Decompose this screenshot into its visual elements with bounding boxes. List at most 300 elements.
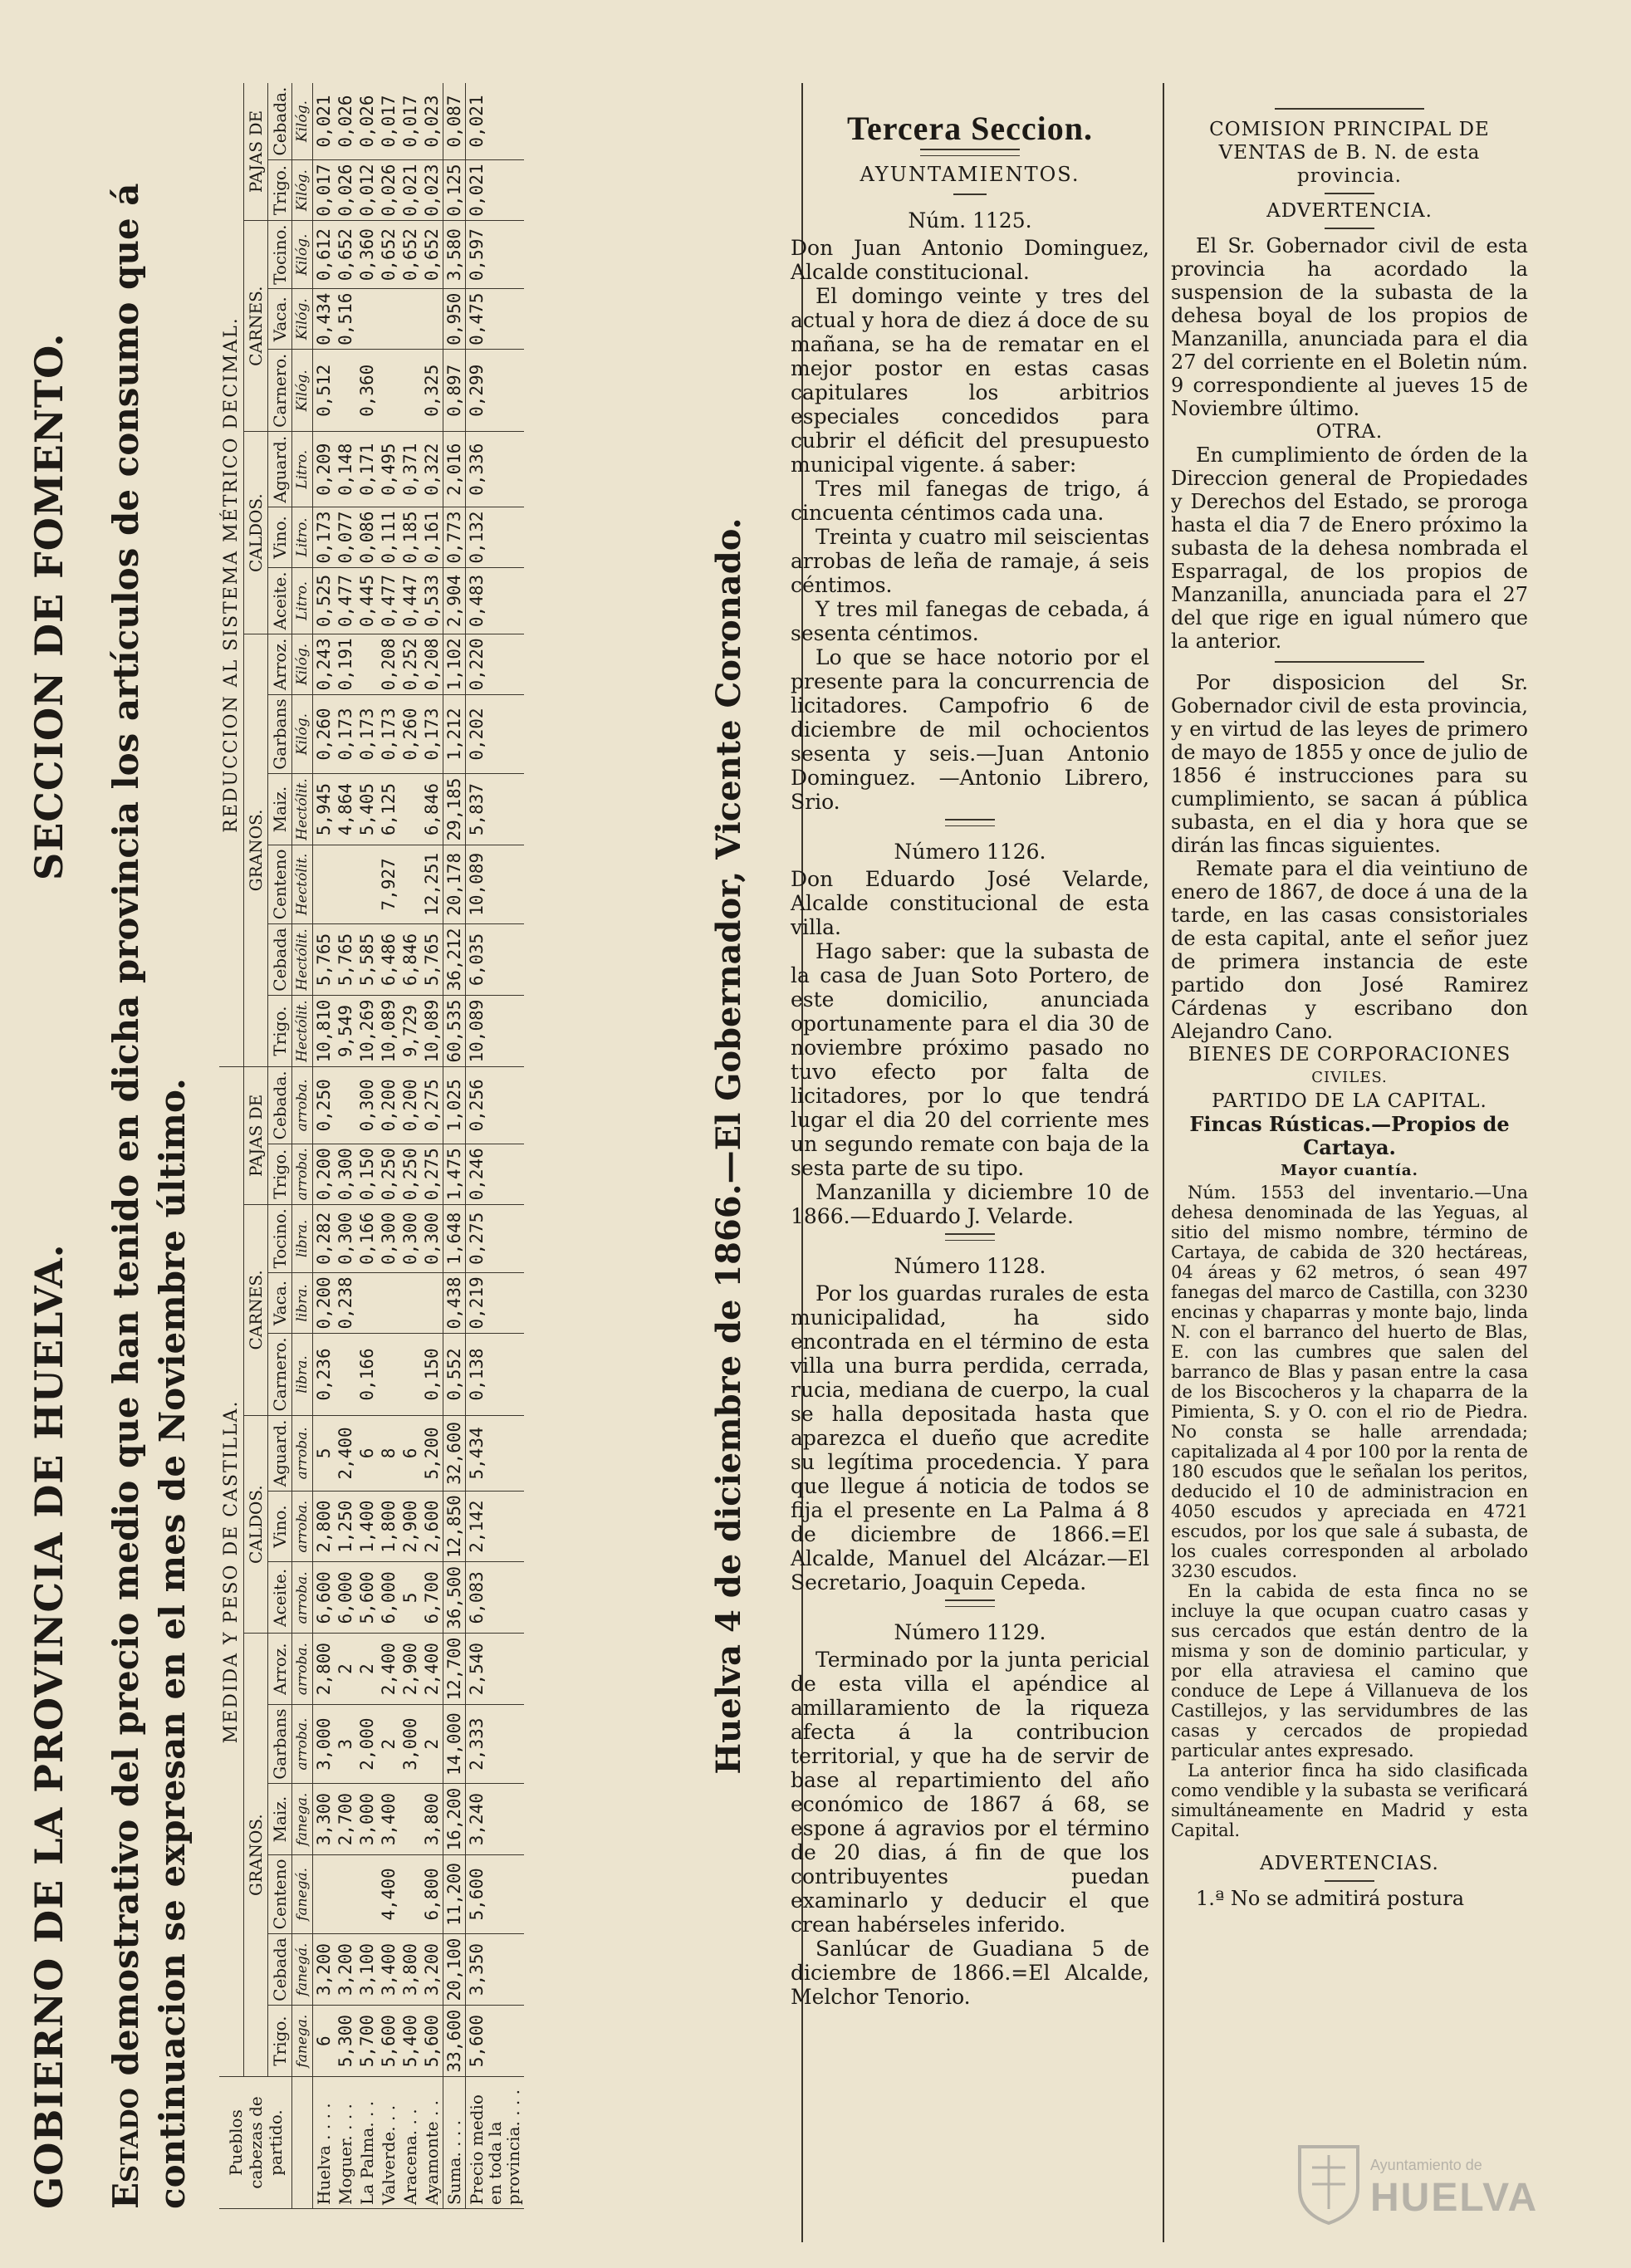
reduccion-group-header: REDUCCION AL SISTEMA MÉTRICO DECIMAL. [219,83,244,1066]
suma-castilla-value: 36,500 [443,1562,466,1634]
divider [945,1233,995,1241]
estado-rest: demostrativo del precio medio que han tenido en dicha provincia los artículos de consumo que á continuacion se expresan en el mes de Noviembre último. [105,183,193,2209]
metric-value [335,350,356,432]
castilla-value: 5,600 [421,2006,443,2077]
pueblo-cell: Moguer. . . . [335,2077,356,2209]
anterior-paragraph: La anterior finca ha sido clasificada como vendible y la subasta se verificará simultáneamente en Madrid y esta Capital. [1171,1761,1528,1840]
metric-value: 0,173 [313,507,336,568]
castilla-value: 2,800 [313,1491,336,1562]
castilla-value [335,1066,356,1144]
castilla-value: 6,000 [335,1562,356,1634]
suma-castilla-value: 1,475 [443,1144,466,1204]
pajas-header-castilla: PAJAS DE [244,1066,268,1204]
suma-castilla-value: 20,100 [443,1933,466,2005]
castilla-value: 0,200 [313,1144,336,1204]
metric-value: 0,260 [399,694,421,773]
castilla-value [399,1784,421,1855]
suma-castilla-value: 0,438 [443,1272,466,1333]
metric-value: 0,171 [356,432,378,507]
metric-value: 0,495 [378,432,399,507]
metric-value: 0,111 [378,507,399,568]
suma-metric-value: 2,904 [443,568,466,634]
seccion-heading: SECCION DE FOMENTO. [27,332,71,880]
pajas-header-metric: PAJAS DE [244,83,268,221]
castilla-value: 1,800 [378,1491,399,1562]
metric-value: 6,125 [378,774,399,845]
unit-header-metric: Kilóg. [292,289,313,350]
unit-header-metric: Hectólit. [292,996,313,1067]
castilla-value: 3,200 [421,1933,443,2005]
metric-value: 0,148 [335,432,356,507]
caldos-header-castilla: CALDOS. [244,1416,268,1634]
castilla-value: 2,900 [399,1491,421,1562]
castilla-value: 3,300 [313,1784,336,1855]
castilla-value: 2,000 [356,1704,378,1783]
metric-value: 0,360 [356,350,378,432]
notice-paragraph: Por los guardas rurales de esta municipalidad, ha sido encontrada en el término de esta villa una burra perdida, cerrada, rucia, mediana de cuerpo, la cual se halla depositada hasta que aparezca el dueño que acredite su legítima procedencia. Y para que llegue á noticia de todos se fija el presente en La Palma á 8 de diciembre de 1866.=El Alcalde, Manuel del Alcázar.—El Secretario, Joaquin Cepeda. [791,1281,1149,1594]
average-castilla-value: 5,600 [466,1855,525,1934]
item-header-metric: Vino. [268,507,292,568]
item-header-castilla: Vino. [268,1491,292,1562]
castilla-value: 5,400 [399,2006,421,2077]
metric-value [356,289,378,350]
castilla-value: 3,400 [378,1784,399,1855]
metric-value [313,845,336,923]
civiles-heading: CIVILES. [1311,1069,1388,1086]
item-header-castilla: Trigo. [268,2006,292,2077]
item-header-metric: Maiz. [268,774,292,845]
castilla-value: 2,400 [378,1634,399,1705]
divider [1275,661,1424,663]
castilla-value: 5 [313,1416,336,1492]
metric-value: 0,260 [313,694,336,773]
castilla-value: 0,300 [335,1144,356,1204]
divider [920,149,1020,156]
suma-metric-value: 0,773 [443,507,466,568]
unit-header-castilla: arroba. [292,1491,313,1562]
notice-number: Número 1128. [894,1254,1046,1278]
notice-paragraph: Lo que se hace notorio por el presente para la concurrencia de licitadores. Campofrio 6 de diciembre de mil ochocientos sesenta y seis.—Juan Antonio Dominguez. —Antonio Librero, Srio. [791,645,1149,814]
metric-value: 0,021 [313,83,336,160]
average-castilla-value: 0,138 [466,1333,525,1415]
unit-header-metric: Kilóg. [292,694,313,773]
divider [953,193,987,195]
item-header-castilla: Arroz. [268,1634,292,1705]
suma-metric-value: 2,016 [443,432,466,507]
castilla-value [378,1272,399,1333]
castilla-value: 0,250 [313,1066,336,1144]
metric-value: 0,325 [421,350,443,432]
cabida-paragraph: En la cabida de esta finca no se incluye la que ocupan cuatro casas y sus cercados que están dentro de la misma y son de dominio particular, y por ella atraviesa el camino que conduce de Lepe á Villanueva de los Castillejos, y las servidumbres de las casas y cercados de propiedad particular antes expresado. [1171,1581,1528,1761]
castilla-value: 0,166 [356,1333,378,1415]
castilla-value: 6 [399,1416,421,1492]
item-header-metric: Aceite. [268,568,292,634]
metric-value [378,289,399,350]
metric-value: 0,612 [313,221,336,289]
suma-metric-value: 20,178 [443,845,466,923]
metric-value: 0,173 [335,694,356,773]
divider [945,819,995,826]
metric-value: 5,405 [356,774,378,845]
notice-paragraph: Don Eduardo José Velarde, Alcalde constitucional de esta villa. [791,867,1149,939]
unit-header-metric: Kilóg. [292,221,313,289]
castilla-value: 6,700 [421,1562,443,1634]
item-header-metric: Cebada. [268,83,292,160]
metric-value: 6,846 [421,774,443,845]
notice-number: Número 1126. [894,840,1046,864]
item-header-castilla: Carnero. [268,1333,292,1415]
pueblo-cell: Huelva . . . . [313,2077,336,2209]
average-metric-value: 0,220 [466,634,525,694]
average-castilla-value: 6,083 [466,1562,525,1634]
metric-value: 0,023 [421,160,443,221]
castilla-value: 0,150 [421,1333,443,1415]
advertencia-heading: ADVERTENCIA. [1266,200,1433,222]
average-metric-value: 10,089 [466,845,525,923]
table-row [421,83,443,2209]
item-header-castilla: Cebada [268,1933,292,2005]
castilla-value: 3 [335,1704,356,1783]
metric-value: 5,765 [421,923,443,995]
metric-value: 0,017 [378,83,399,160]
suma-metric-value: 0,897 [443,350,466,432]
average-castilla-value: 0,256 [466,1066,525,1144]
notice-paragraph: Hago saber: que la subasta de la casa de Juan Soto Portero, de este domicilio, anunciada oportunamente para el dia 30 de noviembre próximo pasado no tuvo efecto por falta de licitadores, por lo que tendrá lugar el dia 20 del corriente mes un segundo remate con baja de la sesta parte de su tipo. [791,939,1149,1180]
metric-value: 0,077 [335,507,356,568]
notice-number: Núm. 1125. [908,208,1032,233]
metric-value: 5,765 [313,923,336,995]
metric-value: 10,089 [378,996,399,1067]
metric-value: 0,026 [356,83,378,160]
tercera-seccion-column [791,108,1149,2009]
suma-castilla-value: 0,552 [443,1333,466,1415]
unit-header-metric: Litro. [292,432,313,507]
castilla-value: 6,600 [313,1562,336,1634]
ventas-column [1171,108,1528,1910]
castilla-value [421,1272,443,1333]
unit-header-castilla: arroba. [292,1634,313,1705]
metric-value: 0,191 [335,634,356,694]
divider [1325,1880,1374,1882]
metric-value: 0,173 [378,694,399,773]
castilla-value: 0,236 [313,1333,336,1415]
average-metric-value: 6,035 [466,923,525,995]
castilla-value: 0,166 [356,1204,378,1272]
castilla-value: 0,300 [356,1066,378,1144]
unit-header-castilla: libra. [292,1333,313,1415]
table-row [378,83,399,2209]
castilla-value: 3,000 [313,1704,336,1783]
medida-group-header: MEDIDA Y PESO DE CASTILLA. [219,1066,244,2076]
castilla-value: 0,250 [378,1144,399,1204]
average-castilla-value: 5,434 [466,1416,525,1492]
ayuntamientos-heading: AYUNTAMIENTOS. [860,163,1080,186]
divider [1275,108,1424,110]
table-row [335,83,356,2209]
pueblo-cell: Valverde. . . [378,2077,399,2209]
metric-value: 0,533 [421,568,443,634]
castilla-value: 2 [335,1634,356,1705]
metric-value [399,289,421,350]
logo-line2: HUELVA [1370,2176,1539,2220]
item-header-castilla: Maiz. [268,1784,292,1855]
item-header-castilla: Vaca. [268,1272,292,1333]
castilla-value [335,1855,356,1934]
castilla-value: 5 [399,1562,421,1634]
castilla-value: 2,900 [399,1634,421,1705]
average-metric-value: 0,483 [466,568,525,634]
otra-heading: OTRA. [1315,421,1384,443]
metric-value: 0,017 [399,83,421,160]
castilla-value: 0,250 [399,1144,421,1204]
item-header-metric: Centeno [268,845,292,923]
estado-first-word: Estado [105,2088,146,2209]
metric-value: 0,525 [313,568,336,634]
castilla-value [378,1333,399,1415]
suma-metric-value: 1,102 [443,634,466,694]
average-metric-value: 5,837 [466,774,525,845]
divider [945,1599,995,1607]
pueblo-cell: Ayamonte . . [421,2077,443,2209]
castilla-value [313,1855,336,1934]
castilla-value: 6,000 [378,1562,399,1634]
castilla-value: 0,150 [356,1144,378,1204]
metric-value: 0,445 [356,568,378,634]
unit-header-castilla: fanega. [292,1784,313,1855]
item-header-castilla: Aceite. [268,1562,292,1634]
castilla-value: 3,200 [313,1933,336,2005]
castilla-value: 2 [378,1704,399,1783]
average-castilla-value: 2,540 [466,1634,525,1705]
average-castilla-value: 0,275 [466,1204,525,1272]
item-header-castilla: Trigo. [268,1144,292,1204]
unit-header-metric: Hectólit. [292,774,313,845]
gobierno-heading: GOBIERNO DE LA PROVINCIA DE HUELVA. [27,1243,71,2209]
unit-header-castilla: arroba. [292,1562,313,1634]
castilla-value: 5,300 [335,2006,356,2077]
suma-castilla-value: 1,648 [443,1204,466,1272]
castilla-value: 0,300 [399,1204,421,1272]
notice-paragraph: Manzanilla y diciembre 10 de 1866.—Eduardo J. Velarde. [791,1180,1149,1228]
metric-value: 0,161 [421,507,443,568]
metric-value [399,845,421,923]
average-castilla-value: 0,219 [466,1272,525,1333]
castilla-value: 5,200 [421,1416,443,1492]
notice-number: Número 1129. [894,1620,1046,1644]
suma-castilla-value: 12,850 [443,1491,466,1562]
average-castilla-value: 3,240 [466,1784,525,1855]
unit-header-castilla: fanegá. [292,1933,313,2005]
finca-paragraph: Núm. 1553 del inventario.—Una dehesa denominada de las Yeguas, al sitio del mismo nombre, término de Cartaya, de cabida de 320 hectáreas, 04 áreas y 62 metros, ó sean 497 fanegas del marco de Castilla, con 3230 encinas y chaparras y monte bajo, linda N. con el barranco del huerto de Blas, E. con las cumbres que salen del barranco de Blas y pasan entre la casa de los Biscocheros y la chaparra de la Pimienta, S. y O. con el rio de Piedra. No consta se halle arrendada; capitalizada al 4 por 100 por la renta de 180 escudos que le señalan los peritos, deducido el 10 de administracion en 4050 escudos y apreciada en 4721 escudos, por los que sale á subasta, de los cuales corresponden al arbolado 3230 escudos. [1171,1183,1528,1581]
castilla-value: 3,800 [421,1784,443,1855]
castilla-value: 0,200 [313,1272,336,1333]
metric-value: 4,864 [335,774,356,845]
divider [1325,228,1374,229]
average-metric-value: 0,336 [466,432,525,507]
metric-value: 0,516 [335,289,356,350]
castilla-value: 1,250 [335,1491,356,1562]
castilla-value: 0,300 [378,1204,399,1272]
average-metric-value: 0,021 [466,160,525,221]
item-header-metric: Aguard. [268,432,292,507]
castilla-value: 2,400 [421,1634,443,1705]
unit-header-metric: Kilóg. [292,634,313,694]
average-metric-value: 0,021 [466,83,525,160]
metric-value: 10,269 [356,996,378,1067]
castilla-value: 0,275 [421,1066,443,1144]
item-header-castilla: Cebada. [268,1066,292,1144]
price-table-body [313,83,525,2209]
gobernador-signature: Huelva 4 de diciembre de 1866.—El Gobernador, Vicente Coronado. [709,517,748,1775]
item-header-metric: Trigo. [268,160,292,221]
castilla-value: 5,600 [378,2006,399,2077]
caldos-header-metric: CALDOS. [244,432,268,634]
average-label: Precio medio en toda la provincia. . . . [466,2077,525,2209]
unit-header-castilla: arroba. [292,1416,313,1492]
metric-value: 0,023 [421,83,443,160]
metric-value: 12,251 [421,845,443,923]
castilla-value: 3,200 [335,1933,356,2005]
carnes-header-castilla: CARNES. [244,1204,268,1415]
estado-title [103,83,196,2209]
unit-header-castilla: libra. [292,1204,313,1272]
metric-value: 10,089 [421,996,443,1067]
average-row [466,83,525,2209]
tercera-seccion-title: Tercera Seccion. [847,110,1093,147]
metric-value: 0,512 [313,350,336,432]
item-header-row [268,83,292,2209]
suma-metric-value: 1,212 [443,694,466,773]
metric-value [399,350,421,432]
metric-value [356,634,378,694]
suma-metric-value: 3,580 [443,221,466,289]
comision-heading: COMISION PRINCIPAL DE VENTAS de B. N. de esta provincia. [1209,119,1490,187]
unit-header-castilla: fanega. [292,2006,313,2077]
suma-metric-value: 29,185 [443,774,466,845]
otra-paragraph: En cumplimiento de órden de la Direccion general de Propiedades y Derechos del Estado, se proroga hasta el dia 7 de Enero próximo la subasta de la dehesa nombrada el Esparragal, de los propios de Manzanilla, anunciada para el 27 del que rige en igual número que la anterior. [1171,443,1528,653]
notice-paragraph: Sanlúcar de Guadiana 5 de diciembre de 1866.=El Alcalde, Melchor Tenorio. [791,1937,1149,2009]
fincas-heading: Fincas Rústicas.—Propios de Cartaya. [1189,1112,1510,1159]
item-header-castilla: Tocino. [268,1204,292,1272]
metric-value: 0,360 [356,221,378,289]
ayuntamiento-logo [1295,2138,1611,2238]
notice-paragraph: El domingo veinte y tres del actual y hora de diez á doce de su mañana, se ha de rematar en el mejor postor en estas casas capitulares los arbitrios especiales concedidos para cubrir el déficit del presupuesto municipal vigente. á saber: [791,284,1149,477]
mayor-cuantia-heading: Mayor cuantía. [1281,1162,1418,1179]
metric-value: 0,652 [335,221,356,289]
castilla-value: 3,800 [399,1933,421,2005]
metric-value: 7,927 [378,845,399,923]
metric-value [399,774,421,845]
metric-value: 0,017 [313,160,336,221]
castilla-value: 0,238 [335,1272,356,1333]
partido-heading: PARTIDO DE LA CAPITAL. [1212,1090,1487,1112]
notice-paragraph: Treinta y cuatro mil seiscientas arrobas de leña de ramaje, á seis céntimos. [791,525,1149,597]
notice-paragraph: Tres mil fanegas de trigo, á cincuenta céntimos cada una. [791,477,1149,525]
metric-value: 5,945 [313,774,336,845]
fomento-section [20,83,751,2209]
notice-paragraph: Y tres mil fanegas de cebada, á sesenta céntimos. [791,597,1149,645]
unit-header-metric: Litro. [292,568,313,634]
suma-castilla-value: 16,200 [443,1784,466,1855]
castilla-value: 2,400 [335,1416,356,1492]
castilla-value [399,1272,421,1333]
remate-paragraph: Remate para el dia veintiuno de enero de 1867, de doce á una de la tarde, en las casas consistoriales de esta capital, ante el señor juez de primera instancia de este partido don José Ramirez Cárdenas y escribano don Alejandro Cano. [1171,857,1528,1043]
metric-value: 0,026 [335,160,356,221]
item-header-castilla: Garbans [268,1704,292,1783]
suma-metric-value: 60,535 [443,996,466,1067]
metric-value [356,845,378,923]
metric-value [378,350,399,432]
blank-header [292,2077,313,2209]
metric-value: 0,026 [335,83,356,160]
metric-value: 0,252 [399,634,421,694]
pueblo-cell: Aracena. . . [399,2077,421,2209]
castilla-value: 3,000 [356,1784,378,1855]
table-row [313,83,336,2209]
metric-value: 0,209 [313,432,336,507]
castilla-value: 3,000 [399,1704,421,1783]
castilla-value: 0,300 [335,1204,356,1272]
metric-value: 0,434 [313,289,336,350]
disposicion-paragraph: Por disposicion del Sr. Gobernador civil de esta provincia, y en virtud de las leyes de primero de mayo de 1855 y once de julio de 1856 é instrucciones para su cumplimiento, se sacan á pública subasta, en el dia y hora que se dirán las fincas siguientes. [1171,671,1528,857]
castilla-value: 2 [356,1634,378,1705]
unit-header-castilla: arroba. [292,1704,313,1783]
item-header-castilla: Centeno [268,1855,292,1934]
item-header-metric: Trigo. [268,996,292,1067]
castilla-value: 2,700 [335,1784,356,1855]
price-table [219,83,524,2209]
unit-header-metric: Kilóg. [292,350,313,432]
castilla-value [399,1855,421,1934]
unit-header-metric: Kilóg. [292,83,313,160]
castilla-value: 5,600 [356,1562,378,1634]
logo-line1: Ayuntamiento de [1370,2157,1482,2173]
castilla-value: 0,300 [421,1204,443,1272]
suma-metric-value: 0,950 [443,289,466,350]
castilla-value: 2 [421,1704,443,1783]
metric-value: 5,765 [335,923,356,995]
unit-header-metric: Litro. [292,507,313,568]
item-header-metric: Tocino. [268,221,292,289]
suma-row [443,83,466,2209]
unit-header-row [292,83,313,2209]
castilla-value: 6 [313,2006,336,2077]
metric-value: 5,585 [356,923,378,995]
suma-castilla-value: 32,600 [443,1416,466,1492]
granos-header-castilla: GRANOS. [244,1634,268,2077]
suma-castilla-value: 14,000 [443,1704,466,1783]
average-castilla-value: 2,333 [466,1704,525,1783]
castilla-value: 3,400 [378,1933,399,2005]
carnes-header-metric: CARNES. [244,221,268,432]
metric-value: 0,021 [399,160,421,221]
suma-metric-value: 36,212 [443,923,466,995]
unit-header-metric: Hectólit. [292,845,313,923]
average-metric-value: 0,132 [466,507,525,568]
table-row [399,83,421,2209]
advertencias-heading: ADVERTENCIAS. [1260,1853,1439,1874]
castilla-value: 0,200 [399,1066,421,1144]
average-castilla-value: 0,246 [466,1144,525,1204]
item-header-metric: Carnero. [268,350,292,432]
metric-value: 0,447 [399,568,421,634]
average-castilla-value: 2,142 [466,1491,525,1562]
notice-paragraph: Don Juan Antonio Dominguez, Alcalde constitucional. [791,236,1149,284]
castilla-value: 8 [378,1416,399,1492]
metric-value: 0,173 [421,694,443,773]
metric-value: 0,477 [335,568,356,634]
metric-value: 0,371 [399,432,421,507]
